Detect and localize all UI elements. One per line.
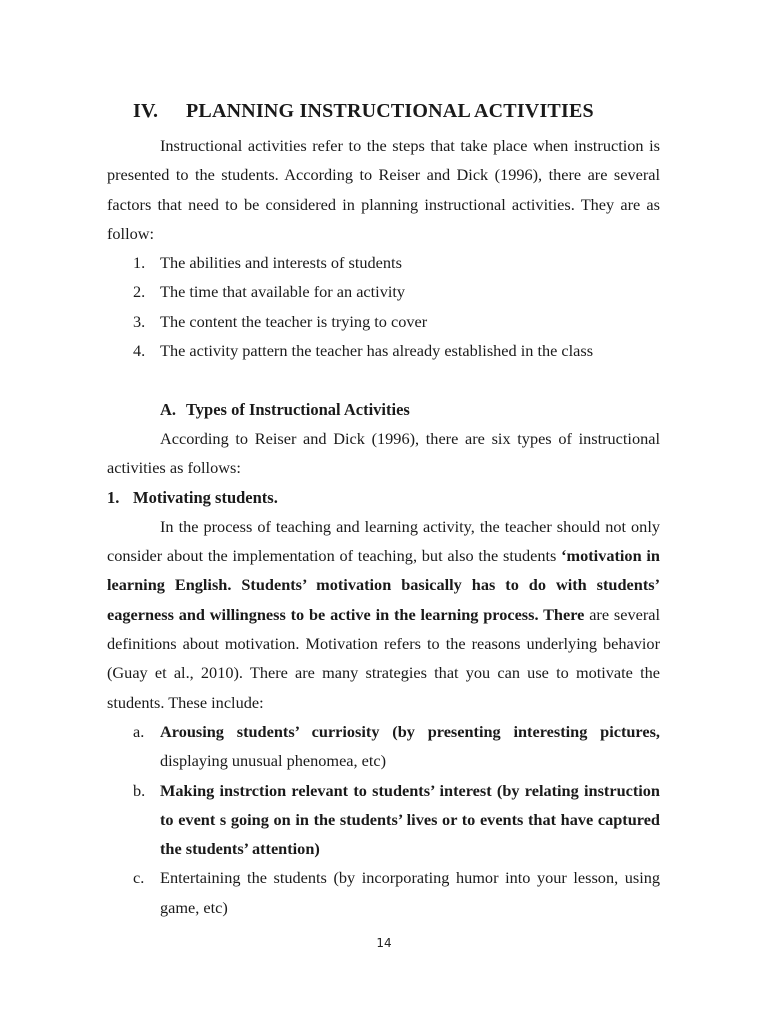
list-item (107, 248, 660, 277)
list-item-text: Entertaining the students (by incorporating humor into your lesson, using game, etc) (160, 868, 660, 917)
list-item-text-bold: Arousing students’ curriosity (by presenting interesting pictures, (160, 721, 660, 741)
list-item (107, 307, 660, 336)
section-marker: A. (160, 399, 177, 419)
motivation-text-2: are several definitions about motivation. Motivation refers to the reasons underlying behavior (Guay et al., 2010). There are many strategies that you can use to motivate the students. These include: (107, 604, 661, 712)
list-item-text: The time that available for an activity (160, 282, 406, 302)
list-item (107, 776, 660, 864)
list-item-text: The abilities and interests of students (160, 253, 402, 273)
type-title: Motivating students. (133, 487, 278, 507)
types-intro-paragraph: According to Reiser and Dick (1996), there are six types of instructional activities as follows: (107, 428, 660, 478)
list-marker: 2. (133, 282, 146, 302)
list-marker: 3. (133, 311, 146, 331)
strategies-list (107, 717, 660, 922)
document-body (107, 131, 660, 922)
page-number: 14 (376, 936, 392, 950)
list-item-text-bold: Making instrction relevant to students’ interest (by relating instruction to event s going on in the students’ lives or to events that have captured the students’ attention) (160, 780, 660, 859)
list-marker: a. (133, 721, 145, 741)
motivation-paragraph (107, 512, 660, 717)
list-marker: 1. (133, 253, 146, 273)
list-item (107, 277, 660, 306)
list-item (107, 717, 660, 776)
chapter-heading (133, 100, 594, 123)
list-item-text: The content the teacher is trying to cover (160, 311, 428, 331)
chapter-number: IV. (133, 100, 159, 122)
motivation-text-bold: ‘motivation in learning English. Students’ motivation basically has to do with students’ eagerness and willingness to be active in the learning process. There (107, 546, 660, 624)
list-marker: c. (133, 868, 145, 888)
motivation-text-1: In the process of teaching and learning activity, the teacher should not only consider about the implementation of teaching, but also the students (107, 516, 660, 566)
blank-line (107, 365, 660, 394)
chapter-title: PLANNING INSTRUCTIONAL ACTIVITIES (186, 100, 594, 122)
list-item (107, 863, 660, 922)
type-1-heading (107, 483, 660, 512)
list-marker: 4. (133, 341, 146, 361)
section-title: Types of Instructional Activities (186, 399, 410, 419)
list-item-text: The activity pattern the teacher has already established in the class (160, 341, 594, 361)
intro-paragraph: Instructional activities refer to the steps that take place when instruction is presented to the students. According to Reiser and Dick (1996), there are several factors that need to be considered in planning instructional activities. They are as follow: (107, 136, 660, 243)
type-marker: 1. (107, 487, 120, 507)
list-item (107, 336, 660, 365)
factors-list (107, 248, 660, 365)
list-item-text: displaying unusual phenomea, etc) (160, 751, 387, 771)
section-a-heading (107, 395, 660, 424)
list-marker: b. (133, 780, 146, 800)
